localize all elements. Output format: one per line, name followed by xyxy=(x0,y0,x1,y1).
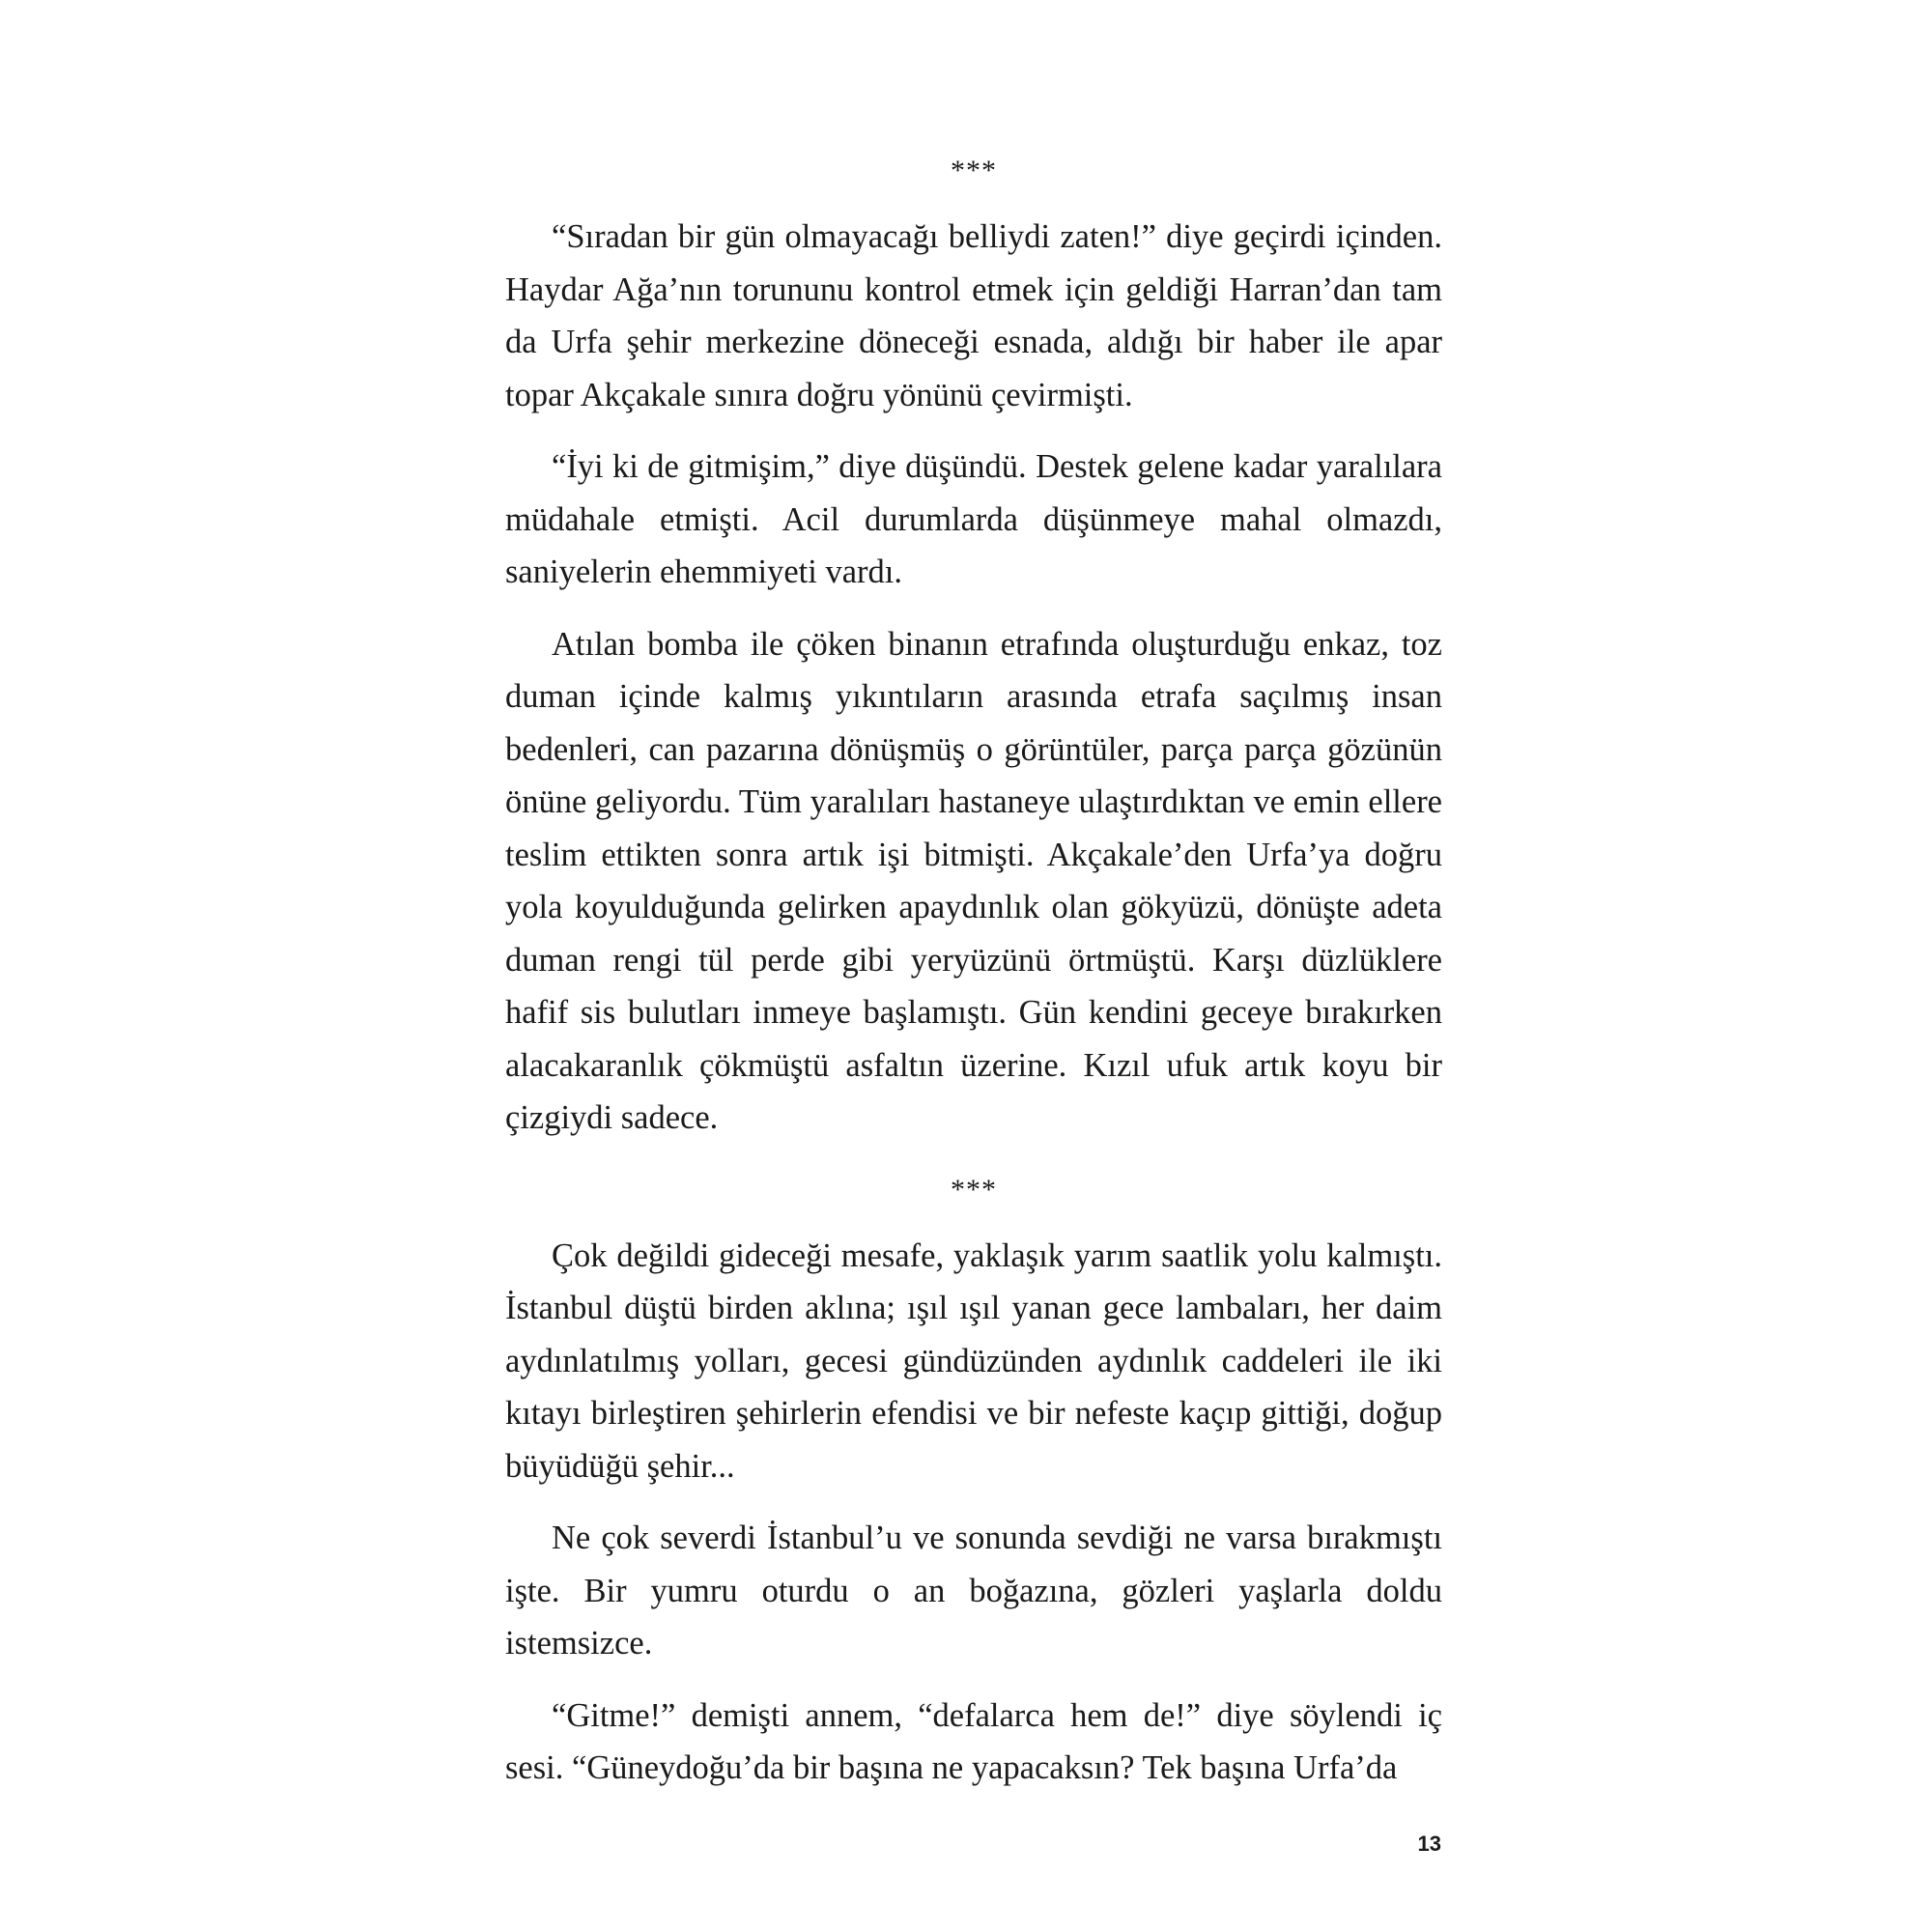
paragraph-6: “Gitme!” demişti annem, “defalarca hem de!” diye söylendi iç sesi. “Güneydoğu’da bir başına ne yapacaksın? Tek başına Urfa’da xyxy=(505,1696,1442,1786)
text-column xyxy=(505,145,1442,1814)
page-number: 13 xyxy=(1417,1832,1441,1856)
section-separator: *** xyxy=(951,155,997,186)
paragraph-4: Çok değildi gideceği mesafe, yaklaşık yarım saatlik yolu kalmıştı. İstanbul düştü birden aklına; ışıl ışıl yanan gece lambaları, her daim aydınlatılmış yolları, gecesi gündüzünden aydınlık caddeleri ile iki kıtayı birleştiren şehirlerin efendisi ve bir nefeste kaçıp gittiği, doğup büyüdüğü şehir... xyxy=(505,1236,1442,1485)
paragraph-3: Atılan bomba ile çöken binanın etrafında oluşturduğu enkaz, toz duman içinde kalmış yıkıntıların arasında etrafa saçılmış insan bedenleri, can pazarına dönüşmüş o görüntüler, parça parça gözünün önüne geliyordu. Tüm yaralıları hastaneye ulaştırdıktan ve emin ellere teslim ettikten sonra artık işi bitmişti. Akçakale’den Urfa’ya doğru yola koyulduğunda gelirken apaydınlık olan gökyüzü, dönüşte adeta duman rengi tül perde gibi yeryüzünü örtmüştü. Karşı düzlüklere hafif sis bulutları inmeye başlamıştı. Gün kendini geceye bırakırken alacakaranlık çökmüştü asfaltın üzerine. Kızıl ufuk artık koyu bir çizgiydi sadece. xyxy=(505,625,1442,1136)
paragraph-5: Ne çok severdi İstanbul’u ve sonunda sevdiği ne varsa bırakmıştı işte. Bir yumru oturdu o an boğazına, gözleri yaşlarla doldu istemsizce. xyxy=(505,1520,1442,1662)
paragraph-2: “İyi ki de gitmişim,” diye düşündü. Destek gelene kadar yaralılara müdahale etmişti. Acil durumlarda düşünmeye mahal olmazdı, saniyelerin ehemmiyeti vardı. xyxy=(505,448,1442,590)
paragraph-1: “Sıradan bir gün olmayacağı belliydi zaten!” diye geçirdi içinden. Haydar Ağa’nın torununu kontrol etmek için geldiği Harran’dan tam da Urfa şehir merkezine döneceği esnada, aldığı bir haber ile apar topar Akçakale sınıra doğru yönünü çevirmişti. xyxy=(505,218,1442,413)
section-separator: *** xyxy=(951,1173,997,1206)
